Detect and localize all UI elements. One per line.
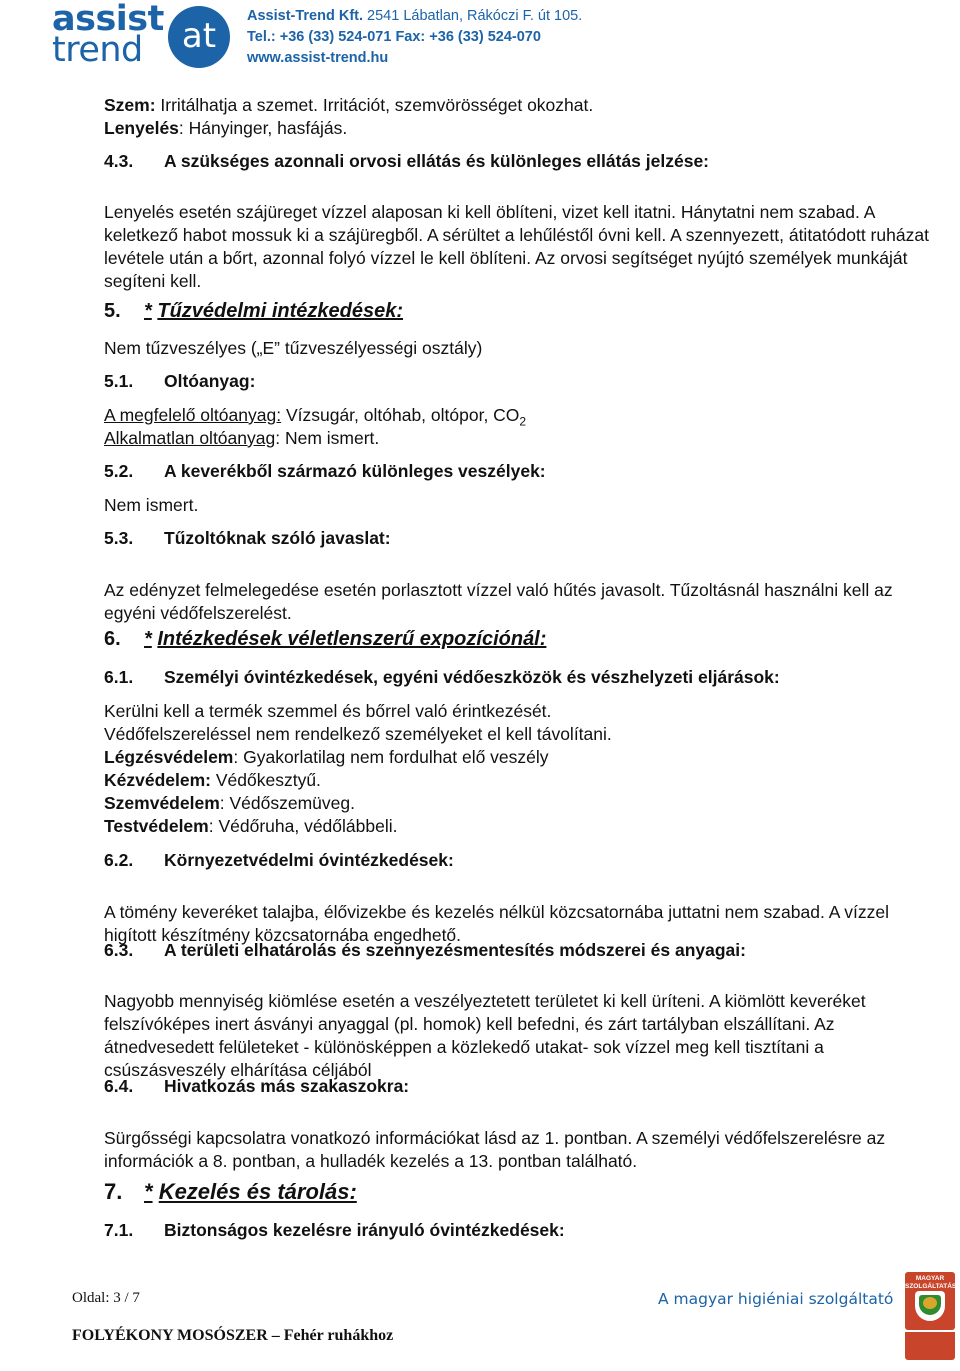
section-6-2-text: A tömény keveréket talajba, élővizekbe és kezelés nélkül közcsatornába juttatni nem szabad. A vízzel higított készítmény közcsatornába engedhető. [104, 901, 890, 945]
logo-badge: at [168, 6, 230, 68]
respiratory-label: Légzésvédelem [104, 747, 234, 767]
respiratory-protection-line [104, 746, 549, 769]
logo-line1: assist [52, 0, 164, 39]
section-number: 6.3. [104, 940, 134, 960]
section-5-1-heading [104, 370, 255, 393]
eye-text: Irritálhatja a szemet. Irritációt, szemvörösséget okozhat. [155, 95, 594, 115]
ingest-label: Lenyelés [104, 118, 179, 138]
hand-text: Védőkesztyű. [211, 770, 321, 790]
company-address: 2541 Lábatlan, Rákóczi F. út 105. [367, 8, 583, 24]
section-7-heading [104, 1180, 357, 1203]
eye-label: Szem: [104, 95, 156, 115]
section-5-text: Nem tűzveszélyes („E” tűzveszélyességi osztály) [104, 338, 483, 358]
section-number: 7.1. [104, 1220, 134, 1240]
company-contact [247, 6, 582, 69]
section-6-2-heading [104, 849, 454, 872]
eye-protection-text: : Védőszemüveg. [219, 793, 355, 813]
section-number: 5.3. [104, 528, 134, 548]
logo-wordmark [52, 0, 167, 70]
section-6-4-text: Sürgősségi kapcsolatra vonatkozó információkat lásd az 1. pontban. A személyi védőfelszerelésre az információk a 8. pontban, a hulladék kezelés a 13. pontban található. [104, 1127, 886, 1171]
section-6-heading [104, 628, 546, 651]
section-number: 4.3. [104, 151, 134, 171]
section-title: Tűzvédelmi intézkedések: [157, 300, 404, 322]
company-address-line [247, 6, 582, 27]
section-title: Oltóanyag: [164, 371, 256, 391]
magyar-szolgaltatas-badge [905, 1272, 955, 1330]
section-title: A keverékből származó különleges veszélyek: [164, 461, 546, 481]
section-star: * [144, 1179, 153, 1204]
respiratory-text: : Gyakorlatilag nem fordulhat elő veszély [233, 747, 549, 767]
section-number: 7. [104, 1179, 123, 1204]
section-5-heading [104, 300, 403, 323]
section-6-1-heading [104, 666, 780, 689]
section-5-2-heading [104, 460, 546, 483]
section-title: Kezelés és tárolás: [158, 1179, 357, 1204]
section-4-3-text: Lenyelés esetén szájüreget vízzel alaposan ki kell öblíteni, vizet kell itatni. Hánytatni nem szabad. A keletkező habot mossuk ki a szájüregből. A sérültet a lehűléstől óvni kell. A szennyezett, átitatódott ruházat levétele után a bőrt, azonnal folyó vízzel le kell öblíteni. Az orvosi segítséget nyújtó személyek munkáját segíteni kell. [104, 201, 929, 291]
section-star: * [144, 300, 152, 322]
eye-effect-line [104, 94, 593, 117]
company-name: Assist-Trend Kft. [247, 8, 364, 24]
ingest-text: : Hányinger, hasfájás. [178, 118, 348, 138]
section-6-3-text: Nagyobb mennyiség kiömlése esetén a veszélyeztetett területet ki kell üríteni. A kiömlött keveréket felszívóképes inert ásványi anyaggal (pl. homok) kell befedni, és zárt tartályban elszállítani. Az átnedvesedett felületeket - különösképpen a közlekedő utakat- sok vízzel meg kell tisztítani a csúszásveszély elhárítása céljából [104, 990, 866, 1080]
section-4-3-heading [104, 150, 709, 173]
section-6-4-heading [104, 1075, 409, 1098]
section-title: A területi elhatárolás és szennyezésmentesítés módszerei és anyagai: [164, 940, 746, 960]
badge-text: MAGYAR SZOLGÁLTATÁS [905, 1275, 957, 1290]
section-5-3-text: Az edényzet felmelegedése esetén porlasztott vízzel való hűtés javasolt. Tűzoltásnál használni kell az egyéni védőfelszerelést. [104, 579, 893, 623]
unsuitable-text: : Nem ismert. [275, 428, 380, 448]
section-title: Tűzoltóknak szóló javaslat: [164, 528, 391, 548]
hand-protection-line [104, 769, 321, 792]
section-6-1-line2: Védőfelszereléssel nem rendelkező személyeket el kell távolítani. [104, 724, 612, 744]
section-star: * [144, 628, 152, 650]
body-protection-line [104, 815, 397, 838]
eye-protection-label: Szemvédelem [104, 793, 220, 813]
body-protection-label: Testvédelem [104, 816, 209, 836]
company-logo [52, 0, 220, 70]
section-5-3-heading [104, 527, 391, 550]
page-number: Oldal: 3 / 7 [72, 1290, 140, 1306]
section-7-1-heading [104, 1219, 565, 1242]
company-phone: Tel.: +36 (33) 524-071 Fax: +36 (33) 524-070 [247, 29, 541, 45]
body-protection-text: : Védőruha, védőlábbeli. [208, 816, 398, 836]
section-title: Hivatkozás más szakaszokra: [164, 1076, 410, 1096]
section-title: A szükséges azonnali orvosi ellátás és különleges ellátás jelzése: [164, 151, 710, 171]
section-6-1-line1: Kerülni kell a termék szemmel és bőrrel való érintkezését. [104, 701, 552, 721]
suitable-text: Vízsugár, oltóhab, oltópor, CO [281, 405, 520, 425]
co2-subscript: 2 [519, 414, 527, 429]
unsuitable-extinguisher-line [104, 427, 379, 450]
logo-line2: trend [52, 30, 143, 70]
section-number: 5. [104, 300, 121, 322]
unsuitable-label: Alkalmatlan oltóanyag [104, 428, 276, 448]
company-web: www.assist-trend.hu [247, 50, 389, 66]
section-number: 6.1. [104, 667, 134, 687]
section-number: 6. [104, 628, 121, 650]
section-title: Biztonságos kezelésre irányuló óvintézkedések: [164, 1220, 565, 1240]
section-number: 5.1. [104, 371, 134, 391]
section-5-2-text: Nem ismert. [104, 495, 199, 515]
section-number: 5.2. [104, 461, 134, 481]
badge-base [905, 1332, 955, 1360]
section-6-3-heading [104, 939, 746, 962]
ingest-effect-line [104, 117, 347, 140]
section-number: 6.2. [104, 850, 134, 870]
hand-label: Kézvédelem: [104, 770, 211, 790]
eye-protection-line [104, 792, 355, 815]
section-title: Intézkedések véletlenszerű expozíciónál: [157, 628, 547, 650]
footer-slogan: A magyar higiéniai szolgáltató [658, 1290, 894, 1308]
section-title: Környezetvédelmi óvintézkedések: [164, 850, 454, 870]
document-title: FOLYÉKONY MOSÓSZER – Fehér ruhákhoz [72, 1327, 394, 1344]
suitable-label: A megfelelő oltóanyag: [104, 405, 282, 425]
section-title: Személyi óvintézkedések, egyéni védőeszközök és vészhelyzeti eljárások: [164, 667, 780, 687]
shield-icon [915, 1291, 945, 1321]
section-number: 6.4. [104, 1076, 134, 1096]
